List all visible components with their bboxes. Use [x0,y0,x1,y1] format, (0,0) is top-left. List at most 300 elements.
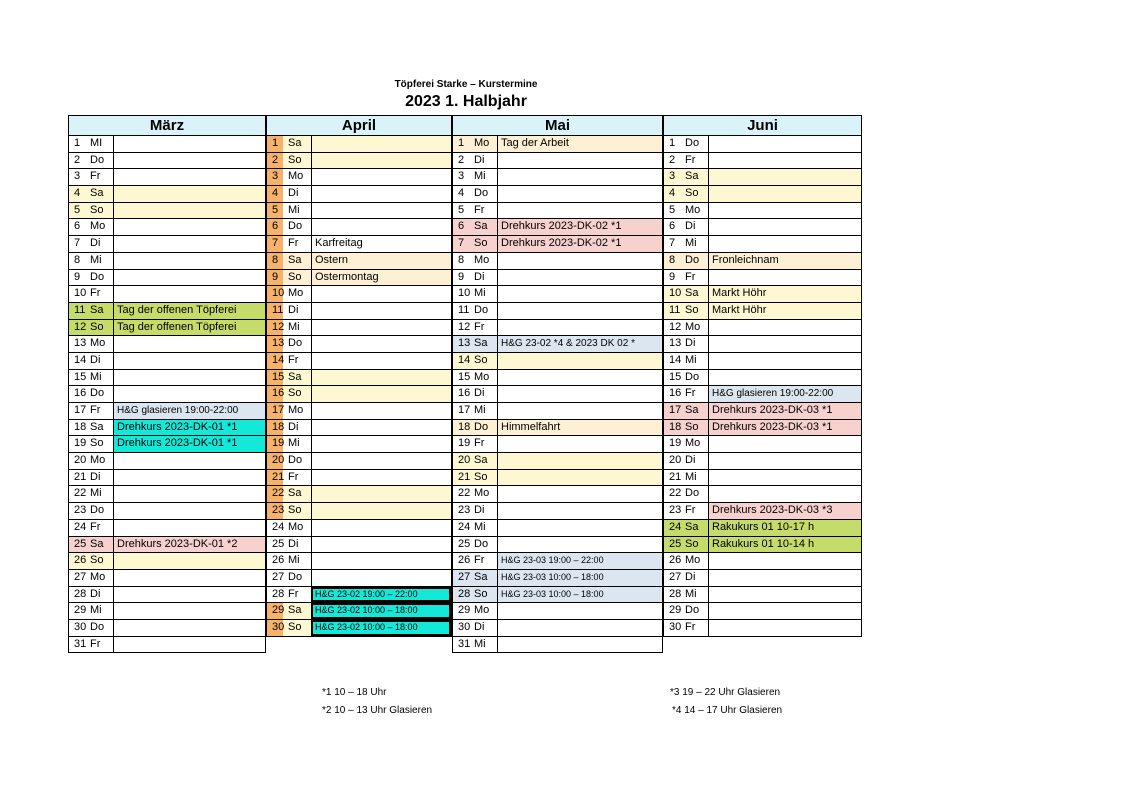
day-number: 19 [272,437,285,450]
event-note [113,136,265,152]
event-note [113,603,265,619]
day-number: 11 [458,303,470,316]
weekday: Sa [90,187,104,200]
weekday: Mi [90,253,102,266]
weekday: Di [90,237,101,250]
weekday: Do [474,537,489,550]
event-note: Rakukurs 01 10-17 h [708,520,861,536]
event-note [113,203,265,219]
day-number: 3 [669,170,676,183]
event-note: Drehkurs 2023-DK-01 *2 [113,537,265,553]
day-cell [69,270,113,286]
day-number: 14 [669,353,682,366]
day-row [68,203,266,220]
weekday: Di [288,420,299,433]
event-note [311,186,451,202]
day-cell [664,570,708,586]
day-number: 17 [458,404,471,416]
event-note: Tag der Arbeit [497,136,662,152]
weekday: Fr [474,320,485,333]
day-number: 1 [272,137,279,149]
day-row [663,353,862,370]
day-row [266,236,452,253]
day-cell [69,236,113,252]
weekday: Fr [685,504,696,517]
event-note [497,203,662,219]
day-row [663,320,862,337]
day-row [68,153,266,170]
day-cell [664,453,708,469]
day-number: 6 [272,220,279,233]
day-number: 18 [74,420,87,433]
day-cell [664,486,708,502]
day-row [452,370,663,387]
day-number: 7 [74,237,81,250]
day-cell [267,453,311,469]
day-row [663,203,862,220]
day-number: 24 [669,520,682,533]
day-number: 23 [74,504,87,517]
weekday: Fr [288,587,299,600]
event-note [708,236,861,252]
day-number: 29 [74,604,87,617]
day-number: 23 [669,504,682,517]
event-note: Drehkurs 2023-DK-02 *1 [497,236,662,252]
weekday: Fr [474,554,485,567]
weekday: Do [90,620,105,633]
weekday: Do [90,270,105,283]
day-cell [453,553,497,569]
day-cell [453,520,497,536]
weekday: Do [288,337,303,350]
day-cell [453,286,497,302]
day-cell [664,303,708,319]
day-row [68,286,266,303]
weekday: Mo [685,320,701,333]
day-number: 28 [74,587,87,600]
event-note [708,153,861,169]
event-note: H&G 23-02 19:00 – 22:00 [311,587,451,603]
day-number: 5 [669,203,676,216]
weekday: So [685,187,699,200]
event-note: Drehkurs 2023-DK-03 *1 [708,403,861,419]
day-row [266,336,452,353]
event-note [113,286,265,302]
day-cell [69,403,113,419]
day-cell [267,320,311,336]
day-number: 10 [458,287,471,300]
weekday: So [90,437,104,450]
day-cell [267,169,311,185]
day-cell [453,320,497,336]
day-row [663,436,862,453]
event-note [497,169,662,185]
day-cell [664,470,708,486]
weekday: Mi [685,353,697,366]
weekday: Mi [474,170,486,183]
day-row [266,453,452,470]
weekday: Mo [288,404,304,416]
day-number: 14 [74,353,87,366]
event-note [708,169,861,185]
page-title: Töpferei Starke – Kurstermine [394,79,538,90]
day-number: 15 [272,370,285,383]
event-note [311,320,451,336]
weekday: Di [685,454,696,467]
day-row [663,386,862,403]
event-note [497,520,662,536]
event-note: Drehkurs 2023-DK-01 *1 [113,420,265,436]
day-number: 3 [74,170,81,183]
day-cell [267,153,311,169]
day-number: 16 [669,387,682,400]
weekday: Do [474,187,489,200]
event-note [113,453,265,469]
day-row [663,286,862,303]
day-row [68,570,266,587]
weekday: Di [474,504,485,517]
day-number: 21 [458,470,471,483]
event-note [708,336,861,352]
day-row [266,553,452,570]
weekday: Do [90,153,105,166]
day-cell [453,236,497,252]
day-cell [267,236,311,252]
day-number: 20 [272,454,285,467]
day-row [663,370,862,387]
day-number: 24 [458,520,471,533]
day-row [452,486,663,503]
day-row [663,270,862,287]
event-note [497,303,662,319]
month-column [663,115,862,637]
day-cell [267,353,311,369]
weekday: Di [474,270,485,283]
day-number: 6 [669,220,676,233]
event-note [497,503,662,519]
event-note [708,603,861,619]
weekday: Mo [474,253,490,266]
weekday: So [685,537,699,550]
day-cell [453,436,497,452]
day-number: 8 [74,253,81,266]
weekday: Fr [288,237,299,250]
event-note [311,486,451,502]
day-row [68,303,266,320]
event-note: H&G 23-03 10:00 – 18:00 [497,587,662,603]
event-note [497,537,662,553]
event-note [311,503,451,519]
day-row [663,403,862,420]
event-note [708,453,861,469]
event-note: Drehkurs 2023-DK-01 *1 [113,436,265,452]
weekday: Sa [685,170,699,183]
weekday: Mo [90,454,106,467]
event-note [311,520,451,536]
event-note [708,186,861,202]
weekday: Do [288,454,303,467]
weekday: Mi [288,320,300,333]
day-cell [267,570,311,586]
event-note [113,219,265,235]
day-row [663,486,862,503]
day-cell [69,453,113,469]
weekday: Di [685,220,696,233]
day-cell [267,403,311,419]
day-row [266,537,452,554]
weekday: Do [685,253,700,266]
event-note [311,153,451,169]
day-number: 5 [74,203,81,216]
day-cell [664,386,708,402]
day-number: 10 [669,287,682,300]
weekday: Sa [288,487,302,500]
day-number: 27 [74,570,87,583]
day-cell [664,169,708,185]
day-number: 20 [74,454,87,467]
day-number: 2 [458,153,465,166]
weekday: Sa [90,537,104,550]
day-cell [453,570,497,586]
day-number: 8 [669,253,676,266]
day-number: 30 [272,620,285,633]
day-cell [664,537,708,553]
event-note [708,270,861,286]
day-number: 22 [458,487,471,500]
day-number: 2 [669,153,676,166]
weekday: So [288,387,302,400]
day-number: 12 [458,320,471,333]
day-number: 21 [272,470,285,483]
event-note: H&G 23-03 10:00 – 18:00 [497,570,662,586]
day-cell [267,603,311,619]
day-cell [69,303,113,319]
day-cell [664,136,708,152]
day-cell [664,353,708,369]
day-number: 28 [458,587,471,600]
day-cell [69,486,113,502]
weekday: Mi [474,287,486,300]
weekday: Di [474,153,485,166]
day-cell [267,503,311,519]
event-note: H&G 23-02 *4 & 2023 DK 02 * [497,336,662,352]
day-row [266,186,452,203]
day-number: 10 [74,287,87,300]
day-row [68,136,266,153]
day-row [663,537,862,554]
event-note [497,353,662,369]
day-row [452,169,663,186]
day-number: 25 [458,537,471,550]
day-number: 28 [669,587,682,600]
day-number: 25 [272,537,285,550]
weekday: Mo [685,554,701,567]
event-note [708,436,861,452]
event-note [311,386,451,402]
day-number: 3 [272,170,279,183]
weekday: Mo [288,170,304,183]
day-row [663,553,862,570]
event-note [497,286,662,302]
month-header: Juni [663,115,862,136]
day-number: 30 [74,620,87,633]
day-cell [453,386,497,402]
weekday: Mo [685,203,701,216]
weekday: Do [685,370,700,383]
day-number: 21 [669,470,682,483]
day-cell [453,186,497,202]
weekday: Di [288,187,299,200]
weekday: MI [90,137,103,149]
day-number: 24 [272,520,285,533]
event-note [113,620,265,636]
day-row [68,403,266,420]
event-note [113,370,265,386]
event-note [497,470,662,486]
weekday: Sa [474,337,488,350]
weekday: Mi [685,470,697,483]
day-cell [69,503,113,519]
weekday: So [288,270,302,283]
weekday: Mo [474,137,490,149]
day-number: 9 [74,270,81,283]
day-row [452,303,663,320]
day-number: 15 [74,370,87,383]
day-row [68,270,266,287]
day-row [452,436,663,453]
day-cell [267,470,311,486]
day-number: 27 [458,570,471,583]
weekday: Sa [288,604,302,617]
day-number: 16 [458,387,471,400]
day-cell [69,336,113,352]
day-number: 12 [272,320,285,333]
day-number: 19 [669,437,682,450]
day-number: 13 [74,337,87,350]
weekday: Mo [90,220,106,233]
weekday: Do [90,504,105,517]
event-note [113,570,265,586]
weekday: Do [288,220,303,233]
day-row [266,420,452,437]
weekday: Fr [685,387,696,400]
event-note [311,370,451,386]
day-row [68,453,266,470]
day-number: 6 [74,220,81,233]
day-cell [267,270,311,286]
event-note [311,353,451,369]
day-number: 29 [458,604,471,617]
day-cell [664,153,708,169]
event-note [311,570,451,586]
event-note [708,553,861,569]
day-number: 31 [458,637,471,650]
day-cell [267,537,311,553]
day-cell [69,370,113,386]
day-row [68,486,266,503]
weekday: Do [474,303,489,316]
day-row [266,136,452,153]
day-row [663,520,862,537]
day-cell [453,603,497,619]
event-note: Ostern [311,253,451,269]
day-row [452,520,663,537]
day-row [68,420,266,437]
day-cell [453,453,497,469]
day-row [452,553,663,570]
event-note [497,270,662,286]
day-row [663,420,862,437]
event-note [311,336,451,352]
day-cell [69,286,113,302]
weekday: So [474,470,488,483]
weekday: Do [474,420,489,433]
event-note: Tag der offenen Töpferei [113,320,265,336]
day-number: 11 [74,303,86,316]
day-number: 27 [272,570,285,583]
day-row [452,153,663,170]
day-cell [664,403,708,419]
day-row [452,587,663,604]
day-cell [664,336,708,352]
day-cell [267,436,311,452]
day-row [68,436,266,453]
event-note: Drehkurs 2023-DK-02 *1 [497,219,662,235]
weekday: Mo [474,487,490,500]
day-cell [69,520,113,536]
event-note: Karfreitag [311,236,451,252]
weekday: So [474,237,488,250]
day-row [452,453,663,470]
month-header: Mai [452,115,663,136]
weekday: Mi [288,554,300,567]
day-number: 15 [669,370,682,383]
day-number: 22 [74,487,87,500]
event-note [113,486,265,502]
day-cell [267,203,311,219]
day-cell [69,637,113,653]
day-cell [69,537,113,553]
weekday: Fr [685,153,696,166]
event-note [497,386,662,402]
day-number: 30 [458,620,471,633]
day-number: 18 [458,420,471,433]
day-row [266,169,452,186]
event-note [311,470,451,486]
weekday: So [90,203,104,216]
event-note [497,370,662,386]
day-number: 18 [272,420,285,433]
day-number: 2 [74,153,81,166]
day-cell [267,420,311,436]
weekday: Sa [474,454,488,467]
day-cell [453,537,497,553]
day-cell [453,303,497,319]
footnote-3: *3 19 – 22 Uhr Glasieren [670,687,781,698]
event-note [311,420,451,436]
event-note: Ostermontag [311,270,451,286]
event-note: H&G 23-02 10:00 – 18:00 [311,620,451,636]
day-number: 5 [272,203,279,216]
event-note [497,453,662,469]
weekday: Fr [474,437,485,450]
day-number: 1 [669,137,676,149]
footnote-1: *1 10 – 18 Uhr [322,687,387,698]
event-note [113,503,265,519]
event-note [311,553,451,569]
day-row [68,353,266,370]
day-row [266,620,452,637]
